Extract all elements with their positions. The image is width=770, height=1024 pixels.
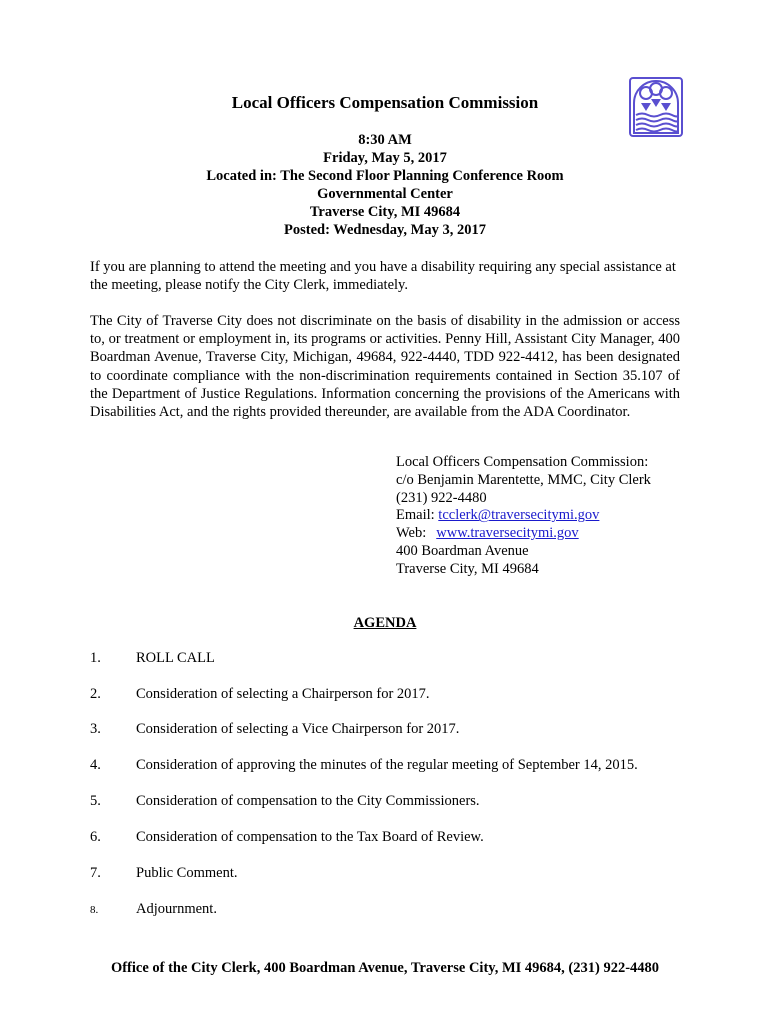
agenda-item-text: Public Comment. bbox=[136, 865, 238, 881]
contact-block bbox=[396, 454, 651, 579]
agenda-item-text: Consideration of selecting a Vice Chairperson for 2017. bbox=[136, 721, 460, 737]
assistance-paragraph: If you are planning to attend the meeting and you have a disability requiring any special assistance at the meeting, please notify the City Clerk, immediately. bbox=[90, 259, 676, 294]
agenda-item-text: Consideration of selecting a Chairperson for 2017. bbox=[136, 686, 430, 702]
agenda-item-number: 8. bbox=[90, 904, 99, 916]
meeting-building: Governmental Center bbox=[317, 186, 453, 202]
city-seal-logo bbox=[629, 77, 683, 137]
meeting-time: 8:30 AM bbox=[358, 132, 412, 148]
agenda-item-number: 4. bbox=[90, 757, 101, 773]
email-label: Email: bbox=[396, 507, 439, 524]
nondiscrimination-paragraph: The City of Traverse City does not discriminate on the basis of disability in the admission or access to, or treatment or employment in, its programs or activities. Penny Hill, Assistant City Manager, 400 Boardman Avenue, Traverse City, Michigan, 49684, 922-4440, TDD 922-4412, has been designated to coordinate compliance with the non-discrimination requirements contained in Section 35.107 of the Department of Justice Regulations. Information concerning the provisions of the Americans with Disabilities Act, and the rights provided thereunder, are available from the ADA Coordinator. bbox=[90, 313, 680, 421]
agenda-item-text: Consideration of approving the minutes of the regular meeting of September 14, 2015. bbox=[136, 757, 638, 773]
footer-address: Office of the City Clerk, 400 Boardman Avenue, Traverse City, MI 49684, (231) 922-4480 bbox=[110, 960, 660, 976]
agenda-item-text: Adjournment. bbox=[136, 901, 217, 917]
agenda-item-text: Consideration of compensation to the City Commissioners. bbox=[136, 793, 480, 809]
agenda-item-number: 2. bbox=[90, 686, 101, 702]
web-link[interactable]: www.traversecitymi.gov bbox=[436, 525, 579, 542]
contact-phone: (231) 922-4480 bbox=[396, 489, 487, 506]
document-title: Local Officers Compensation Commission bbox=[231, 93, 539, 112]
meeting-location: Located in: The Second Floor Planning Conference Room bbox=[206, 168, 564, 184]
agenda-item-text: Consideration of compensation to the Tax Board of Review. bbox=[136, 829, 484, 845]
agenda-item-number: 3. bbox=[90, 721, 101, 737]
contact-street: 400 Boardman Avenue bbox=[396, 542, 529, 559]
meeting-date: Friday, May 5, 2017 bbox=[323, 150, 447, 166]
meeting-city: Traverse City, MI 49684 bbox=[309, 204, 461, 220]
meeting-header bbox=[0, 131, 770, 239]
agenda-item-text: ROLL CALL bbox=[136, 650, 215, 666]
web-label: Web: bbox=[396, 525, 427, 542]
agenda-item-number: 1. bbox=[90, 650, 101, 666]
agenda-item-number: 5. bbox=[90, 793, 101, 809]
posted-date: Posted: Wednesday, May 3, 2017 bbox=[284, 222, 486, 238]
email-link[interactable]: tcclerk@traversecitymi.gov bbox=[438, 507, 600, 524]
contact-email-line bbox=[396, 507, 651, 525]
agenda-item-number: 6. bbox=[90, 829, 101, 845]
contact-web-line bbox=[396, 525, 651, 543]
contact-org: Local Officers Compensation Commission: bbox=[396, 454, 649, 470]
agenda-heading: AGENDA bbox=[353, 615, 417, 631]
contact-city: Traverse City, MI 49684 bbox=[396, 560, 539, 577]
contact-care-of: c/o Benjamin Marentette, MMC, City Clerk bbox=[396, 471, 651, 488]
agenda-item-number: 7. bbox=[90, 865, 101, 881]
